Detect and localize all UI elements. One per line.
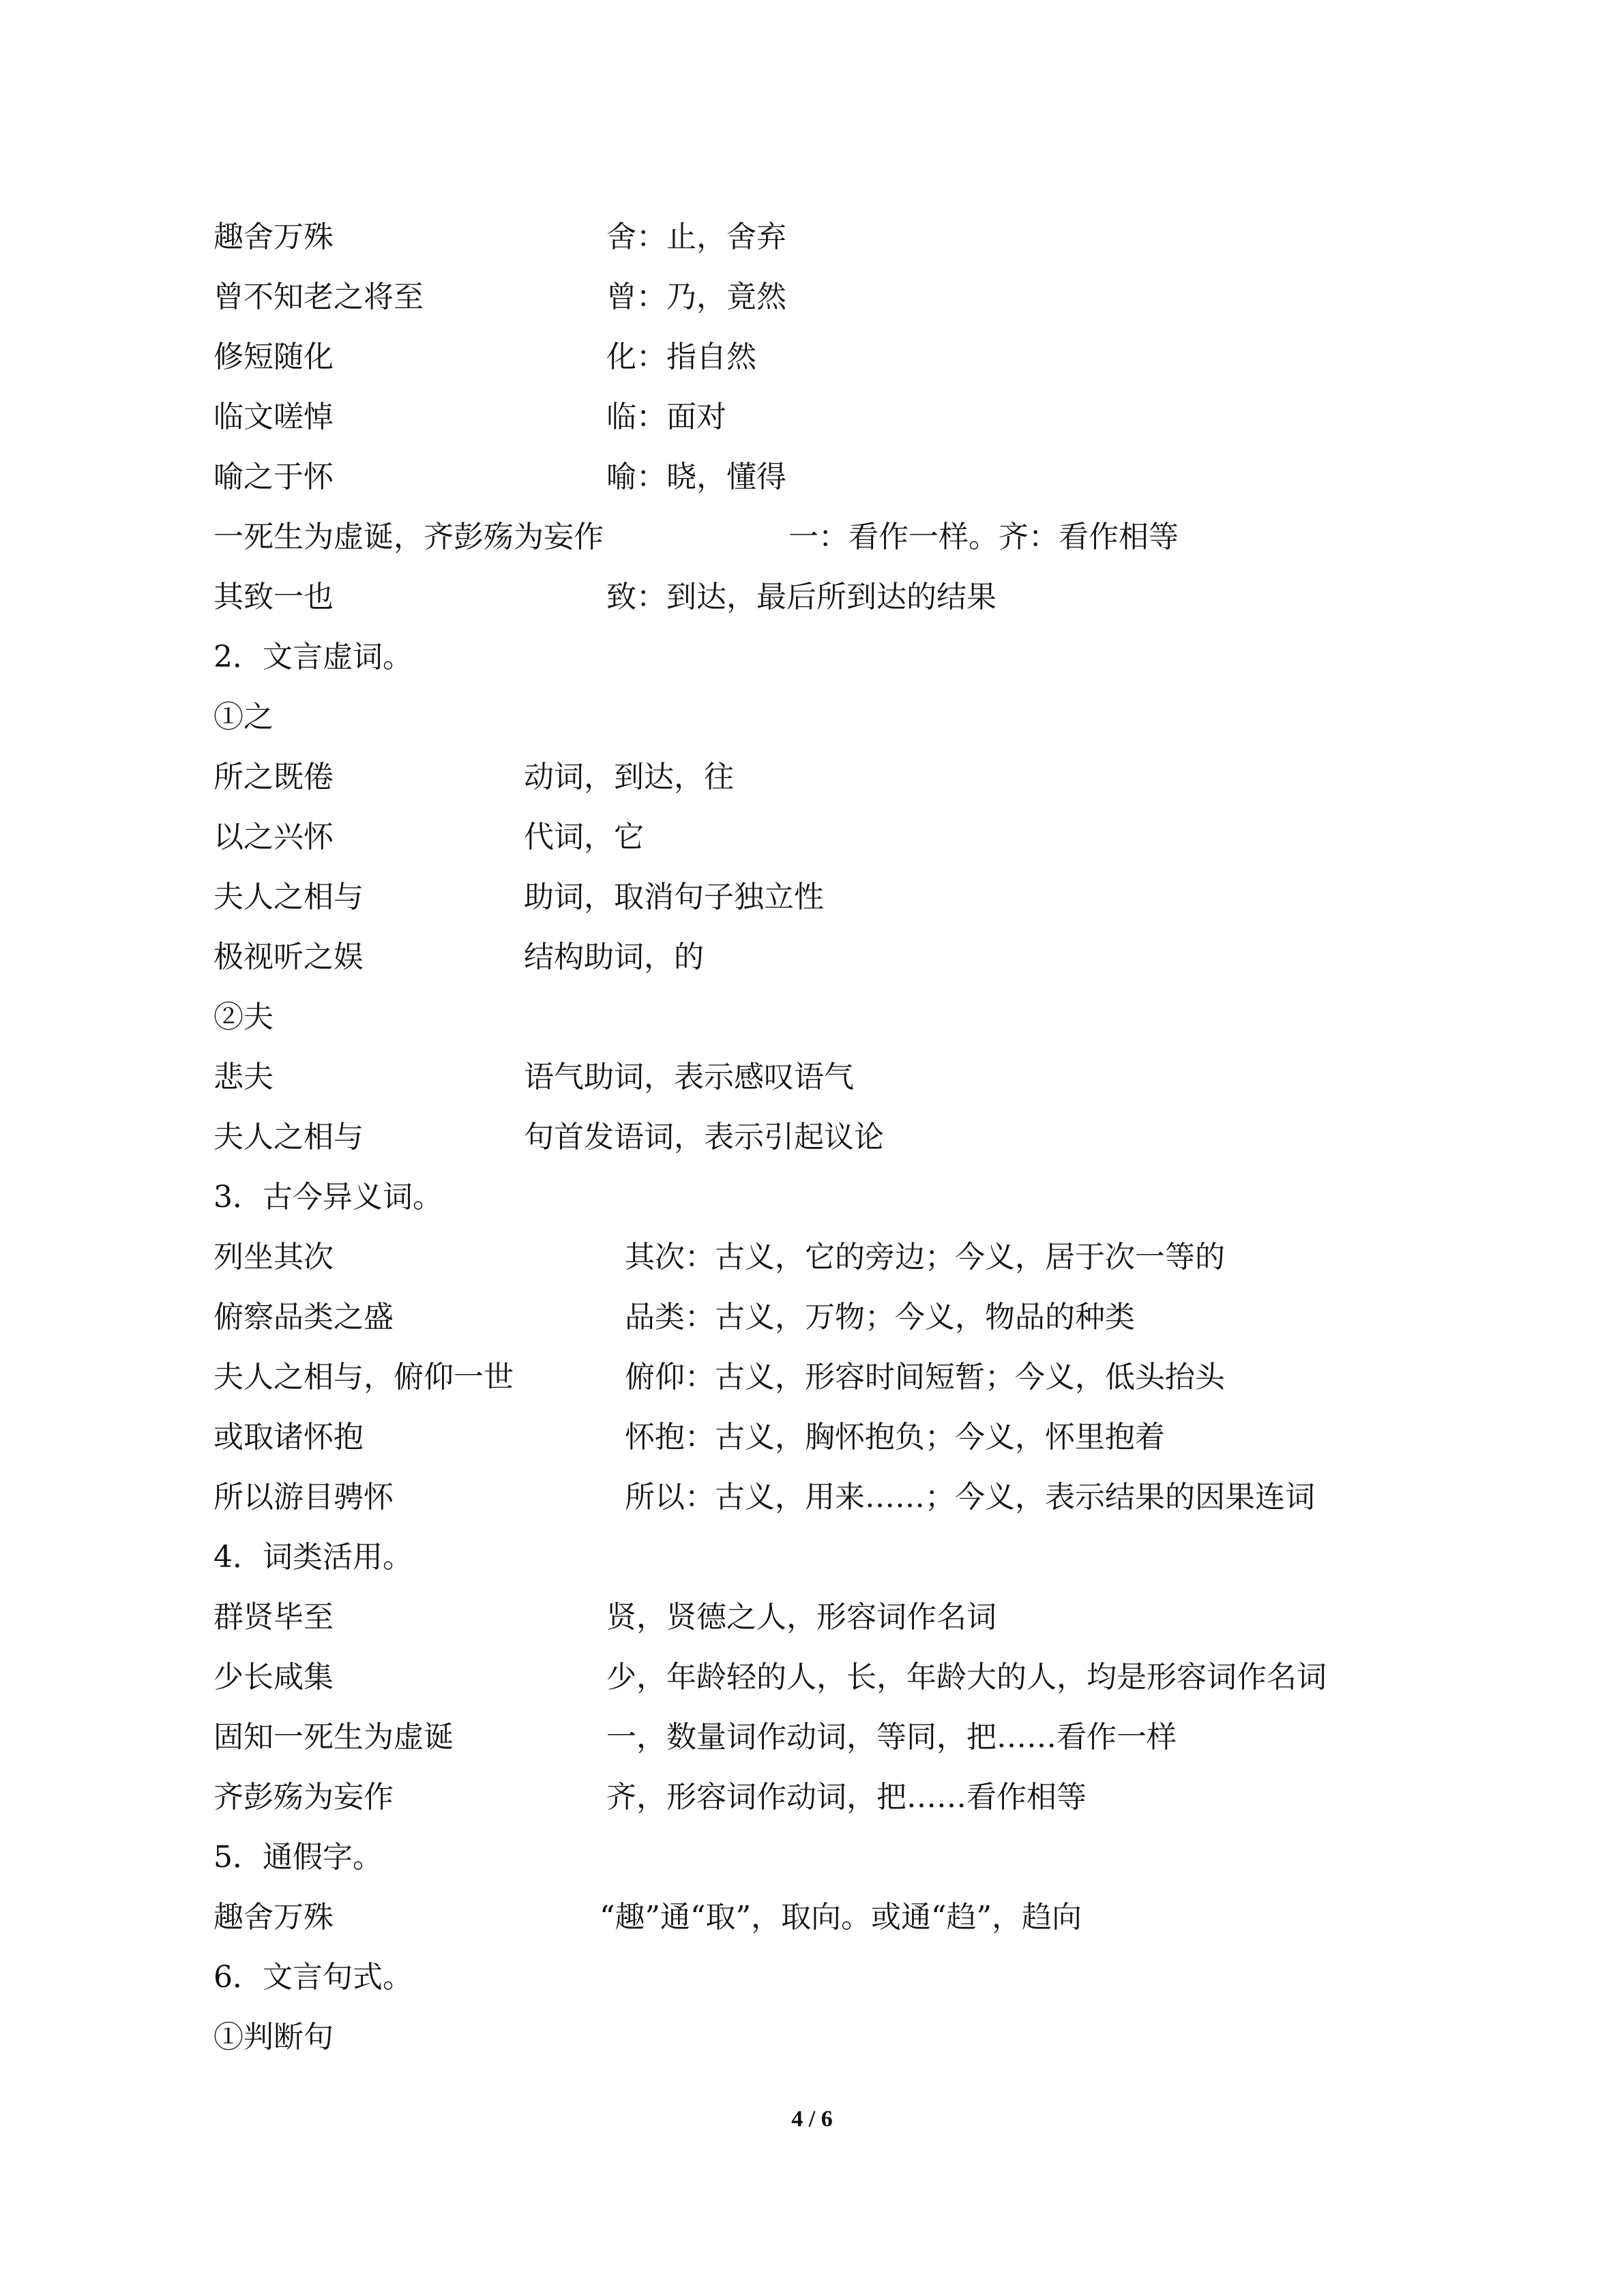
line-explanation: 少，年龄轻的人，长，年龄大的人，均是形容词作名词: [606, 1660, 1327, 1695]
line-explanation: 结构助词，的: [524, 940, 704, 974]
line-explanation: “趣”通“取”，取向。或通“趋”，趋向: [600, 1900, 1082, 1935]
line-term: 趣舍万殊: [213, 220, 334, 254]
line-term: 群贤毕至: [213, 1600, 334, 1635]
line-term: 2．文言虚词。: [213, 640, 413, 674]
line-term: 临文嗟悼: [213, 400, 334, 434]
line-term: 其致一也: [213, 580, 334, 614]
line-explanation: 齐，形容词作动词，把……看作相等: [606, 1780, 1087, 1815]
line-term: 一死生为虚诞，齐彭殇为妄作: [213, 520, 604, 554]
line-explanation: 致：到达，最后所到达的结果: [606, 580, 996, 614]
line-explanation: 一，数量词作动词，等同，把……看作一样: [606, 1720, 1177, 1755]
line-term: 或取诸怀抱: [213, 1420, 364, 1455]
line-explanation: 助词，取消句子独立性: [524, 880, 824, 914]
line-term: 夫人之相与，俯仰一世: [213, 1360, 514, 1395]
line-explanation: 化：指自然: [606, 340, 756, 374]
line-term: 少长咸集: [213, 1660, 334, 1695]
line-term: 夫人之相与: [213, 880, 364, 914]
line-explanation: 舍：止，舍弃: [606, 220, 786, 254]
line-term: 夫人之相与: [213, 1120, 364, 1154]
line-explanation: 其次：古义，它的旁边；今义，居于次一等的: [625, 1240, 1225, 1274]
line-explanation: 句首发语词，表示引起议论: [524, 1120, 884, 1154]
line-term: 所之既倦: [213, 760, 334, 794]
line-term: 4．词类活用。: [213, 1540, 413, 1575]
line-explanation: 语气助词，表示感叹语气: [524, 1060, 854, 1094]
line-term: 5．通假字。: [213, 1840, 383, 1875]
line-term: 悲夫: [213, 1060, 274, 1094]
page-number: 4 / 6: [791, 2106, 833, 2132]
line-term: 俯察品类之盛: [213, 1300, 394, 1335]
line-term: 3．古今异义词。: [213, 1180, 443, 1214]
line-explanation: 品类：古义，万物；今义，物品的种类: [625, 1300, 1135, 1335]
line-term: 曾不知老之将至: [213, 280, 424, 314]
line-explanation: 代词，它: [524, 820, 644, 854]
line-explanation: 怀抱：古义，胸怀抱负；今义，怀里抱着: [625, 1420, 1165, 1455]
line-term: 喻之于怀: [213, 460, 334, 494]
line-explanation: 动词，到达，往: [524, 760, 734, 794]
line-explanation: 喻：晓，懂得: [606, 460, 786, 494]
line-term: ②夫: [213, 1000, 274, 1034]
line-term: 固知一死生为虚诞: [213, 1720, 454, 1755]
line-term: 6．文言句式。: [213, 1960, 413, 1995]
line-explanation: 俯仰：古义，形容时间短暂；今义，低头抬头: [625, 1360, 1225, 1395]
line-explanation: 临：面对: [606, 400, 726, 434]
line-explanation: 贤，贤德之人，形容词作名词: [606, 1600, 996, 1635]
line-term: 列坐其次: [213, 1240, 334, 1274]
line-explanation: 所以：古义，用来……；今义，表示结果的因果连词: [625, 1480, 1315, 1515]
line-term: 所以游目骋怀: [213, 1480, 394, 1515]
line-term: 极视听之娱: [213, 940, 364, 974]
line-term: ①之: [213, 700, 274, 734]
line-explanation: 一：看作一样。齐：看作相等: [788, 520, 1179, 554]
line-term: ①判断句: [213, 2020, 334, 2055]
line-term: 齐彭殇为妄作: [213, 1780, 394, 1815]
line-explanation: 曾：乃，竟然: [606, 280, 786, 314]
line-term: 趣舍万殊: [213, 1900, 334, 1935]
line-term: 修短随化: [213, 340, 334, 374]
line-term: 以之兴怀: [213, 820, 334, 854]
